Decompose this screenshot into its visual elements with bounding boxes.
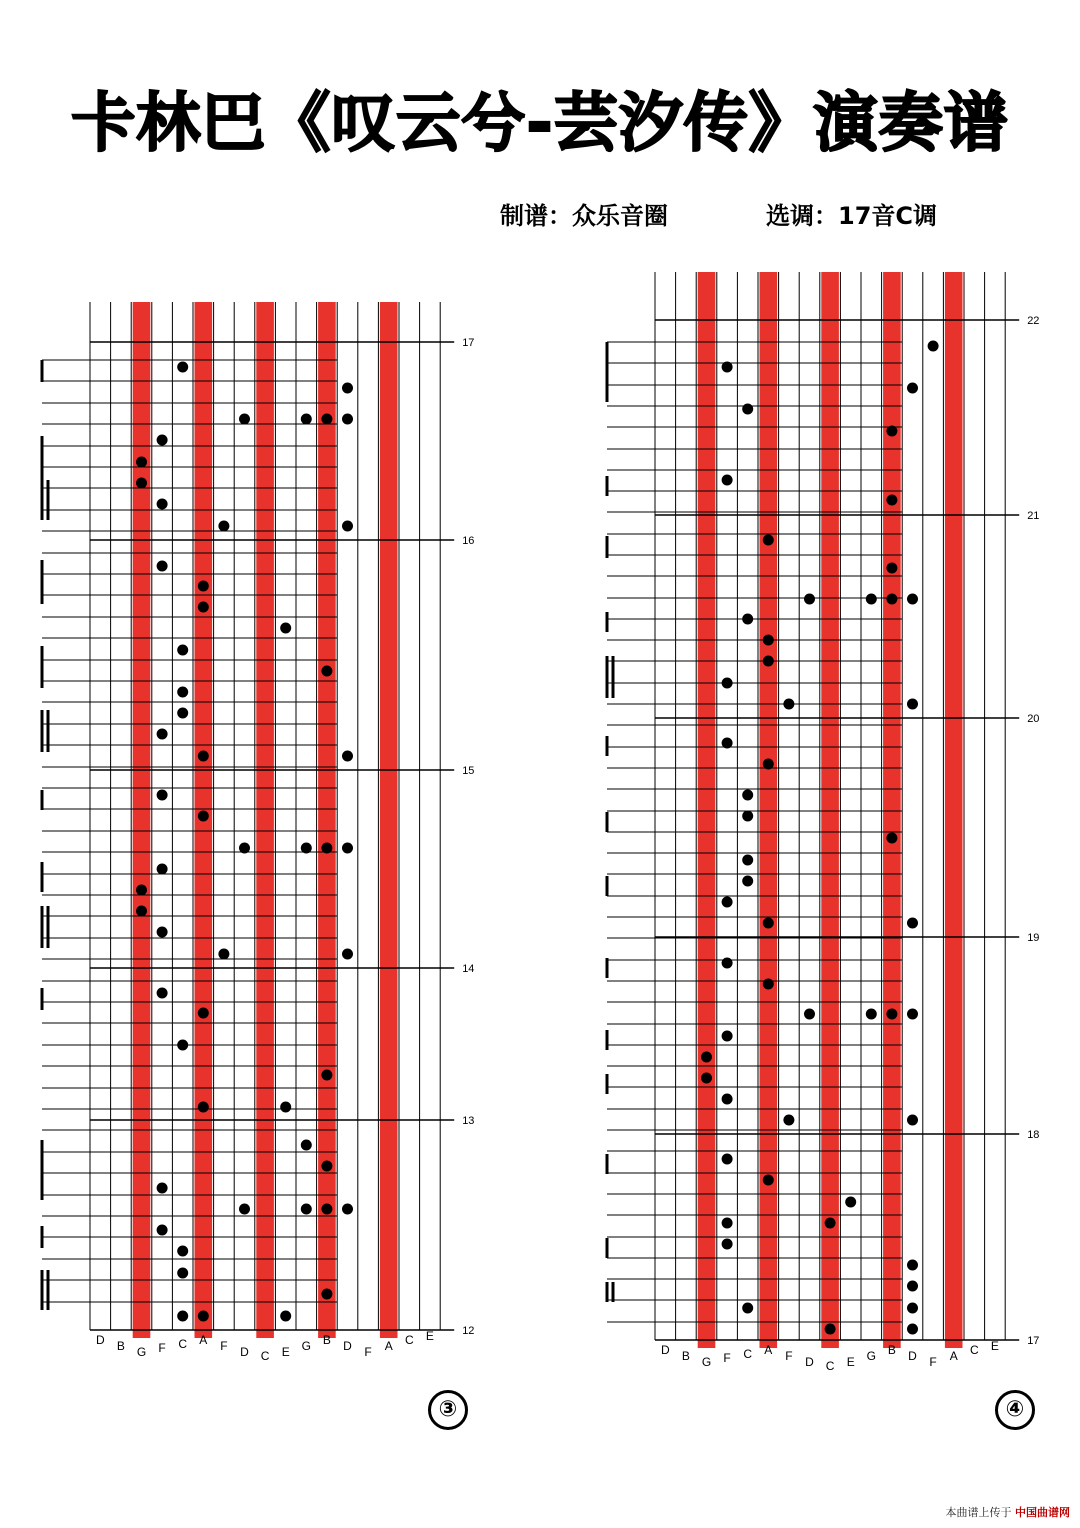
- left-note: [136, 478, 147, 489]
- left-note: [136, 885, 147, 896]
- right-tine-highlight: [698, 272, 716, 1348]
- right-note: [701, 1073, 712, 1084]
- left-note: [239, 843, 250, 854]
- left-note: [157, 1225, 168, 1236]
- right-note: [742, 790, 753, 801]
- left-note: [342, 949, 353, 960]
- right-note: [866, 1009, 877, 1020]
- left-note: [321, 414, 332, 425]
- right-note: [722, 362, 733, 373]
- left-note: [177, 362, 188, 373]
- left-note: [280, 1311, 291, 1322]
- left-note: [157, 864, 168, 875]
- left-tine-letter: A: [384, 1339, 393, 1353]
- right-note: [825, 1218, 836, 1229]
- right-measure-number: 17: [1027, 1335, 1040, 1347]
- right-note: [742, 876, 753, 887]
- left-note: [157, 729, 168, 740]
- left-tine-letter: F: [220, 1339, 228, 1353]
- left-note: [177, 687, 188, 698]
- right-tine-letter: C: [969, 1343, 979, 1357]
- right-tine-letter: E: [846, 1355, 855, 1369]
- left-note: [218, 949, 229, 960]
- right-note: [701, 1052, 712, 1063]
- left-tine-letter: A: [199, 1333, 208, 1347]
- page-title: 卡林巴《叹云兮-芸汐传》演奏谱: [71, 87, 1009, 161]
- left-note: [321, 666, 332, 677]
- left-tine-letter: G: [136, 1345, 147, 1359]
- left-note: [177, 708, 188, 719]
- left-note: [321, 1204, 332, 1215]
- right-tine-highlight: [945, 272, 963, 1348]
- left-note: [321, 1161, 332, 1172]
- page-number-left: ③: [428, 1390, 468, 1430]
- arranger-credit: 制谱：众乐音圈: [500, 202, 668, 230]
- right-note: [907, 699, 918, 710]
- page-number-right: ④: [995, 1390, 1035, 1430]
- left-note: [342, 751, 353, 762]
- left-note: [177, 1268, 188, 1279]
- right-tine-letter: F: [929, 1355, 937, 1369]
- right-note: [907, 1115, 918, 1126]
- right-note: [845, 1197, 856, 1208]
- right-measure-number: 20: [1027, 713, 1040, 725]
- right-note: [907, 918, 918, 929]
- left-note: [136, 457, 147, 468]
- left-tine-letter: D: [240, 1345, 249, 1359]
- right-note: [886, 563, 897, 574]
- left-note: [177, 1040, 188, 1051]
- right-tine-letter: D: [660, 1343, 670, 1357]
- left-note: [301, 1140, 312, 1151]
- right-note: [886, 426, 897, 437]
- left-measure-number: 15: [462, 765, 475, 777]
- right-note: [907, 1303, 918, 1314]
- left-tine-letter: D: [95, 1333, 105, 1347]
- right-tine-letter: F: [723, 1351, 731, 1365]
- right-note: [907, 1281, 918, 1292]
- right-measure-number: 22: [1027, 315, 1040, 327]
- right-note: [763, 635, 774, 646]
- left-tine-letter: B: [116, 1339, 125, 1353]
- left-tine-highlight: [318, 302, 336, 1338]
- right-note: [722, 738, 733, 749]
- right-note: [866, 594, 877, 605]
- right-note: [722, 475, 733, 486]
- left-tine-highlight: [256, 302, 274, 1338]
- left-note: [342, 383, 353, 394]
- left-note: [239, 1204, 250, 1215]
- right-tine-letter: C: [825, 1359, 835, 1373]
- left-note: [157, 1183, 168, 1194]
- right-note: [742, 811, 753, 822]
- right-note: [907, 1324, 918, 1335]
- right-note: [722, 1031, 733, 1042]
- right-note: [742, 614, 753, 625]
- left-note: [342, 1204, 353, 1215]
- left-tine-highlight: [380, 302, 398, 1338]
- key-info: 选调：17音C调: [766, 202, 938, 230]
- left-tine-letter: F: [364, 1345, 372, 1359]
- left-tine-letter: B: [322, 1333, 331, 1347]
- right-note: [763, 656, 774, 667]
- left-tine-letter: E: [281, 1345, 290, 1359]
- right-tine-letter: C: [743, 1347, 753, 1361]
- right-tine-letter: A: [949, 1349, 958, 1363]
- right-note: [722, 958, 733, 969]
- right-note: [742, 404, 753, 415]
- left-note: [157, 790, 168, 801]
- right-note: [722, 1154, 733, 1165]
- left-note: [321, 1289, 332, 1300]
- right-tine-highlight: [760, 272, 778, 1348]
- right-note: [722, 1094, 733, 1105]
- right-note: [722, 1239, 733, 1250]
- right-note: [886, 1009, 897, 1020]
- left-note: [198, 1102, 209, 1113]
- right-tine-letter: F: [785, 1349, 793, 1363]
- right-tine-letter: B: [681, 1349, 690, 1363]
- left-note: [198, 811, 209, 822]
- right-note: [722, 1218, 733, 1229]
- right-note: [763, 979, 774, 990]
- right-tine-letter: E: [990, 1339, 999, 1353]
- left-note: [157, 988, 168, 999]
- left-measure-number: 14: [462, 963, 475, 975]
- left-note: [157, 561, 168, 572]
- left-note: [301, 843, 312, 854]
- left-note: [342, 414, 353, 425]
- right-tine-letter: D: [908, 1349, 917, 1363]
- right-note: [804, 1009, 815, 1020]
- footer-prefix: 本曲谱上传于: [945, 1506, 1012, 1519]
- right-note: [907, 1009, 918, 1020]
- right-note: [783, 699, 794, 710]
- left-note: [177, 1311, 188, 1322]
- left-note: [198, 1311, 209, 1322]
- right-note: [825, 1324, 836, 1335]
- left-measure-number: 13: [462, 1115, 475, 1127]
- right-note: [886, 495, 897, 506]
- right-measure-number: 21: [1027, 510, 1040, 522]
- right-note: [804, 594, 815, 605]
- right-note: [886, 833, 897, 844]
- right-note: [763, 535, 774, 546]
- left-note: [218, 521, 229, 532]
- right-note: [928, 341, 939, 352]
- right-tine-letter: B: [887, 1343, 896, 1357]
- left-note: [301, 1204, 312, 1215]
- left-tine-letter: F: [158, 1341, 166, 1355]
- left-note: [177, 645, 188, 656]
- left-note: [342, 521, 353, 532]
- left-note: [136, 906, 147, 917]
- left-note: [321, 843, 332, 854]
- left-tine-letter: C: [404, 1333, 414, 1347]
- right-tine-letter: D: [805, 1355, 814, 1369]
- left-note: [239, 414, 250, 425]
- right-note: [742, 1303, 753, 1314]
- left-note: [301, 414, 312, 425]
- right-measure-number: 18: [1027, 1129, 1040, 1141]
- left-tine-letter: D: [343, 1339, 352, 1353]
- right-tine-letter: A: [764, 1343, 773, 1357]
- right-note: [722, 897, 733, 908]
- right-tine-letter: G: [866, 1349, 876, 1363]
- right-tine-letter: G: [701, 1355, 712, 1369]
- right-note: [907, 594, 918, 605]
- footer-credit: [946, 1504, 1071, 1520]
- left-tine-letter: C: [260, 1349, 270, 1363]
- left-measure-number: 16: [462, 535, 475, 547]
- left-note: [280, 1102, 291, 1113]
- right-measure-number: 19: [1027, 932, 1040, 944]
- left-note: [198, 751, 209, 762]
- right-note: [763, 759, 774, 770]
- left-note: [157, 927, 168, 938]
- left-note: [280, 623, 291, 634]
- right-note: [742, 855, 753, 866]
- left-tine-letter: G: [301, 1339, 311, 1353]
- right-note: [722, 678, 733, 689]
- left-note: [342, 843, 353, 854]
- right-note: [763, 918, 774, 929]
- footer-site: 中国曲谱网: [1015, 1506, 1070, 1519]
- left-measure-number: 17: [462, 337, 475, 349]
- left-note: [198, 602, 209, 613]
- right-note: [763, 1175, 774, 1186]
- left-note: [198, 581, 209, 592]
- left-tine-letter: C: [178, 1337, 188, 1351]
- left-tine-letter: E: [425, 1329, 434, 1343]
- right-note: [783, 1115, 794, 1126]
- left-measure-number: 12: [462, 1325, 475, 1337]
- right-note: [907, 383, 918, 394]
- left-note: [157, 435, 168, 446]
- left-note: [321, 1070, 332, 1081]
- right-tine-highlight: [821, 272, 839, 1348]
- right-note: [886, 594, 897, 605]
- left-note: [177, 1246, 188, 1257]
- left-note: [157, 499, 168, 510]
- left-note: [198, 1008, 209, 1019]
- right-note: [907, 1260, 918, 1271]
